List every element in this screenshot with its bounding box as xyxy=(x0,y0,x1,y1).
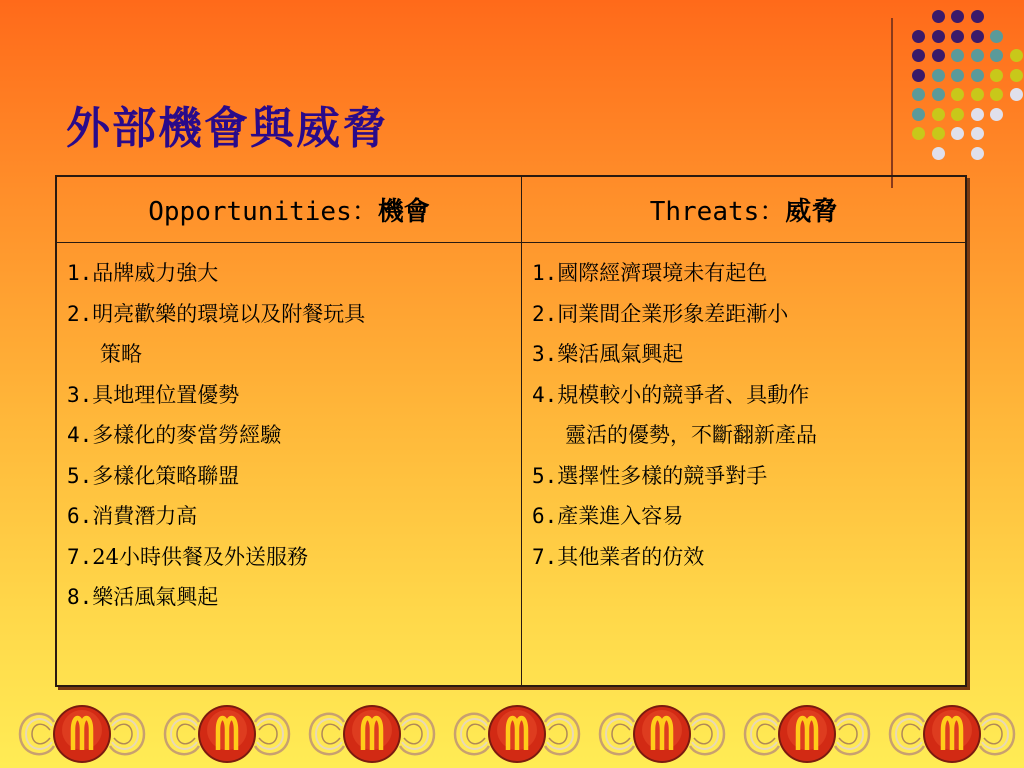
decorative-dot xyxy=(951,108,964,121)
decorative-dot xyxy=(932,10,945,23)
list-item-number: 3. xyxy=(67,382,93,407)
decorative-dot xyxy=(951,88,964,101)
list-item-number: 4. xyxy=(67,423,93,447)
decorative-dot xyxy=(932,127,945,140)
decorative-dot xyxy=(932,30,945,43)
decorative-dot xyxy=(932,108,945,121)
list-item xyxy=(532,496,965,537)
list-item-number: 7. xyxy=(67,544,93,569)
list-item-text: 明亮歡樂的環境以及附餐玩具 xyxy=(92,301,366,326)
list-item xyxy=(532,334,965,375)
decorative-dot xyxy=(971,49,984,62)
decorative-dot xyxy=(1010,69,1023,82)
header-threats-zh: 威脅 xyxy=(785,197,838,227)
header-opportunities-en: Opportunities： xyxy=(148,197,378,227)
list-item xyxy=(67,537,521,578)
opportunities-cell xyxy=(57,243,522,685)
table-body-row xyxy=(57,243,965,685)
list-item-continuation: 策略 xyxy=(100,342,142,366)
decorative-dot xyxy=(932,49,945,62)
list-item xyxy=(67,294,521,375)
list-item-text: 選擇性多樣的競爭對手 xyxy=(557,463,768,488)
mcdonalds-logo-icon xyxy=(882,700,1022,768)
list-item-text: 國際經濟環境未有起色 xyxy=(557,261,768,285)
decorative-dot xyxy=(971,147,984,160)
mcdonalds-logo-icon xyxy=(447,700,587,768)
decorative-dot-grid xyxy=(900,10,1020,170)
list-item xyxy=(67,456,521,497)
list-item-number: 4. xyxy=(532,382,558,407)
decorative-dot xyxy=(971,127,984,140)
list-item-text: 同業間企業形象差距漸小 xyxy=(557,301,789,326)
decorative-dot xyxy=(990,49,1003,62)
list-item-text: 產業進入容易 xyxy=(557,504,684,528)
header-threats xyxy=(522,177,965,242)
list-item-text: 多樣化策略聯盟 xyxy=(92,463,240,488)
list-item xyxy=(532,456,965,497)
list-item-text: 樂活風氣興起 xyxy=(557,342,684,366)
decorative-dot xyxy=(971,30,984,43)
list-item-text: 24小時供餐及外送服務 xyxy=(92,544,309,569)
decorative-dot xyxy=(990,88,1003,101)
list-item-text: 品牌威力強大 xyxy=(92,261,219,285)
decorative-dot xyxy=(912,49,925,62)
decorative-dot xyxy=(951,49,964,62)
threats-cell xyxy=(522,243,965,685)
decorative-dot xyxy=(990,30,1003,43)
list-item xyxy=(532,253,965,294)
mcdonalds-logo-icon xyxy=(592,700,732,768)
list-item xyxy=(532,294,965,335)
decorative-dot xyxy=(912,108,925,121)
threats-list xyxy=(532,253,965,577)
decorative-dot xyxy=(1010,88,1023,101)
opportunities-list xyxy=(67,253,521,618)
list-item xyxy=(532,375,965,456)
mcdonalds-logo-icon xyxy=(12,700,152,768)
list-item-number: 2. xyxy=(67,301,93,326)
list-item-number: 2. xyxy=(532,301,558,326)
decorative-dot xyxy=(990,69,1003,82)
decorative-dot xyxy=(951,30,964,43)
list-item xyxy=(67,496,521,537)
decorative-dot xyxy=(971,10,984,23)
mcdonalds-logo-icon xyxy=(157,700,297,768)
list-item xyxy=(67,253,521,294)
decorative-dot xyxy=(951,69,964,82)
mcdonalds-logo-icon xyxy=(737,700,877,768)
list-item-text: 其他業者的仿效 xyxy=(557,544,705,569)
header-threats-en: Threats： xyxy=(649,197,786,227)
mcdonalds-logo-icon xyxy=(302,700,442,768)
decorative-dot xyxy=(912,88,925,101)
swot-table xyxy=(55,175,967,687)
decorative-dot xyxy=(951,127,964,140)
list-item-text: 多樣化的麥當勞經驗 xyxy=(92,423,282,447)
decorative-dot xyxy=(932,88,945,101)
header-opportunities-zh: 機會 xyxy=(377,197,430,227)
list-item-number: 7. xyxy=(532,544,558,569)
list-item xyxy=(67,415,521,456)
decorative-dot xyxy=(951,10,964,23)
footer-logo-strip xyxy=(12,700,1022,768)
table-header-row xyxy=(57,177,965,243)
list-item-number: 6. xyxy=(532,504,558,528)
decorative-dot xyxy=(912,30,925,43)
list-item-number: 3. xyxy=(532,342,558,366)
list-item xyxy=(532,537,965,578)
list-item-number: 8. xyxy=(67,585,93,609)
decorative-dot xyxy=(912,127,925,140)
decorative-dot xyxy=(971,69,984,82)
list-item-text: 規模較小的競爭者、具動作 xyxy=(557,382,810,407)
list-item-continuation: 靈活的優勢，不斷翻新產品 xyxy=(565,423,817,447)
decorative-dot xyxy=(971,108,984,121)
list-item-text: 樂活風氣興起 xyxy=(92,585,219,609)
header-opportunities xyxy=(57,177,522,242)
decorative-dot xyxy=(971,88,984,101)
decorative-divider-line xyxy=(891,18,893,188)
list-item-number: 1. xyxy=(67,261,93,285)
decorative-dot xyxy=(932,147,945,160)
list-item xyxy=(67,577,521,618)
list-item-number: 5. xyxy=(532,463,558,488)
list-item-number: 5. xyxy=(67,463,93,488)
decorative-dot xyxy=(1010,49,1023,62)
decorative-dot xyxy=(912,69,925,82)
list-item-number: 1. xyxy=(532,261,558,285)
list-item-text: 消費潛力高 xyxy=(92,504,198,528)
decorative-dot xyxy=(990,108,1003,121)
slide-title: 外部機會與威脅 xyxy=(66,103,388,154)
decorative-dot xyxy=(932,69,945,82)
list-item xyxy=(67,375,521,416)
list-item-number: 6. xyxy=(67,504,93,528)
list-item-text: 具地理位置優勢 xyxy=(92,382,240,407)
